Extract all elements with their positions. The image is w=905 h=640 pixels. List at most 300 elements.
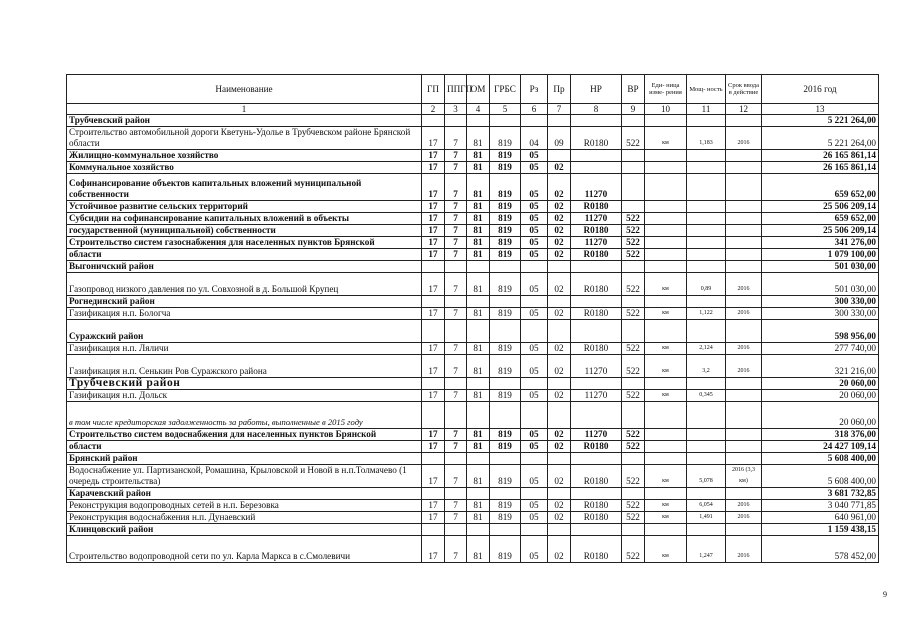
cell-ppgp [445,115,467,127]
table-row [67,308,879,320]
cell-pr [548,261,571,273]
cell-nr [571,150,622,162]
header-vr: ВР [622,75,645,104]
cell-power: 1,122 [687,308,726,320]
header-nr: НР [571,75,622,104]
cell-rz [521,296,548,308]
cell-term [726,429,762,441]
cell-term: 2016 [726,500,762,512]
cell-amount: 640 961,00 [762,512,879,524]
cell-vr: 522 [622,429,645,441]
cell-amount: 501 030,00 [762,273,879,296]
cell-pr: 02 [548,536,571,563]
cell-om: 81 [467,213,490,225]
cell-pr [548,115,571,127]
cell-power [687,225,726,237]
cell-om: 81 [467,390,490,402]
cell-power [687,150,726,162]
header-unit: Еди- ница изме- рения [645,75,687,104]
cell-term [726,261,762,273]
cell-power: 1,247 [687,536,726,563]
cell-unit [645,225,687,237]
cell-om: 81 [467,162,490,174]
cell-gp: 17 [422,355,445,378]
header-gp: ГП [422,75,445,104]
header-year: 2016 год [762,75,879,104]
cell-gp [422,378,445,390]
cell-vr: 522 [622,465,645,488]
cell-pr: 02 [548,465,571,488]
cell-term [726,201,762,213]
cell-ppgp [445,524,467,536]
cell-ppgp [445,296,467,308]
cell-nr [571,402,622,429]
cell-vr: 522 [622,343,645,355]
row-name: государственной (муниципальной) собственности [67,225,422,237]
cell-term: 2016 [726,343,762,355]
cell-om [467,524,490,536]
cell-gp [422,261,445,273]
cell-term: 2016 [726,355,762,378]
cell-ppgp: 7 [445,162,467,174]
table-row [67,115,879,127]
cell-om [467,320,490,343]
table-row [67,296,879,308]
cell-rz: 05 [521,429,548,441]
cell-amount: 1 159 438,15 [762,524,879,536]
cell-ppgp: 7 [445,249,467,261]
cell-vr: 522 [622,213,645,225]
cell-amount: 25 506 209,14 [762,201,879,213]
cell-pr: 02 [548,237,571,249]
cell-amount: 5 608 400,00 [762,453,879,465]
cell-term [726,249,762,261]
table-row [67,201,879,213]
cell-rz: 05 [521,500,548,512]
cell-term [726,441,762,453]
cell-om: 81 [467,201,490,213]
cell-gp: 17 [422,162,445,174]
cell-vr [622,524,645,536]
cell-om [467,488,490,500]
cell-grbs: 819 [490,355,521,378]
row-name: области [67,249,422,261]
cell-vr: 522 [622,237,645,249]
row-name: Трубчевский район [67,115,422,127]
cell-nr: 11270 [571,213,622,225]
cell-pr: 02 [548,441,571,453]
cell-nr: R0180 [571,201,622,213]
cell-pr: 02 [548,201,571,213]
cell-rz [521,378,548,390]
cell-ppgp: 7 [445,201,467,213]
row-name: Рогнединский район [67,296,422,308]
cell-vr: 522 [622,273,645,296]
cell-power [687,174,726,201]
cell-grbs: 819 [490,225,521,237]
cell-om: 81 [467,308,490,320]
cell-power: 1,491 [687,512,726,524]
row-name: Реконструкция водопроводных сетей в н.п. Березовка [67,500,422,512]
cell-term [726,390,762,402]
cell-term [726,115,762,127]
cell-ppgp: 7 [445,536,467,563]
cell-pr: 02 [548,500,571,512]
header-om: ОМ [467,75,490,104]
cell-amount: 3 040 771,85 [762,500,879,512]
cell-power [687,524,726,536]
cell-power [687,261,726,273]
cell-pr: 02 [548,162,571,174]
col-number: 11 [687,104,726,115]
table-row [67,261,879,273]
row-name: Строительство водопроводной сети по ул. Карла Маркса в с.Смолевичи [67,536,422,563]
cell-pr [548,453,571,465]
table-row [67,500,879,512]
cell-unit: км [645,465,687,488]
cell-om: 81 [467,273,490,296]
cell-pr: 02 [548,355,571,378]
cell-gp: 17 [422,225,445,237]
cell-power: 6,054 [687,500,726,512]
cell-ppgp: 7 [445,237,467,249]
cell-pr [548,150,571,162]
cell-ppgp: 7 [445,343,467,355]
cell-om: 81 [467,174,490,201]
table-row [67,320,879,343]
row-name: Выгоничский район [67,261,422,273]
cell-amount: 5 221 264,00 [762,115,879,127]
cell-term [726,320,762,343]
cell-vr [622,320,645,343]
cell-grbs: 819 [490,237,521,249]
cell-rz: 05 [521,308,548,320]
cell-power [687,249,726,261]
cell-grbs [490,453,521,465]
cell-power: 5,078 [687,465,726,488]
row-name: Строительство автомобильной дороги Кветунь-Удолье в Трубчевском районе Брянской области [67,127,422,150]
row-name: в том числе кредиторская задолженность за работы, выполненные в 2015 году [67,402,422,429]
cell-unit [645,453,687,465]
table-row [67,174,879,201]
cell-om: 81 [467,249,490,261]
cell-grbs: 819 [490,429,521,441]
cell-ppgp: 7 [445,390,467,402]
cell-rz [521,115,548,127]
cell-amount: 26 165 861,14 [762,162,879,174]
cell-power: 3,2 [687,355,726,378]
cell-unit [645,524,687,536]
cell-amount: 20 060,00 [762,402,879,429]
table-row [67,237,879,249]
cell-ppgp [445,320,467,343]
cell-vr: 522 [622,512,645,524]
cell-unit: км [645,343,687,355]
budget-table-page [66,74,878,563]
cell-ppgp: 7 [445,500,467,512]
header-term: Срок ввода в действие [726,75,762,104]
cell-grbs [490,402,521,429]
table-row [67,343,879,355]
cell-rz: 05 [521,441,548,453]
cell-rz: 04 [521,127,548,150]
cell-amount: 598 956,00 [762,320,879,343]
row-name: Газопровод низкого давления по ул. Совхозной в д. Большой Крупец [67,273,422,296]
col-number: 4 [467,104,490,115]
col-number: 12 [726,104,762,115]
cell-pr: 02 [548,174,571,201]
cell-vr: 522 [622,225,645,237]
cell-gp [422,524,445,536]
cell-gp: 17 [422,201,445,213]
cell-amount: 659 652,00 [762,174,879,201]
cell-rz: 05 [521,150,548,162]
cell-gp: 17 [422,237,445,249]
cell-amount: 3 681 732,85 [762,488,879,500]
cell-nr: 11270 [571,355,622,378]
row-name: Жилищно-коммунальное хозяйство [67,150,422,162]
cell-ppgp: 7 [445,441,467,453]
row-name: области [67,441,422,453]
cell-term [726,378,762,390]
col-number: 1 [67,104,422,115]
cell-vr [622,150,645,162]
cell-vr [622,402,645,429]
table-row [67,402,879,429]
cell-vr: 522 [622,500,645,512]
cell-power [687,201,726,213]
cell-unit [645,174,687,201]
cell-rz: 05 [521,174,548,201]
cell-nr: R0180 [571,225,622,237]
cell-pr [548,524,571,536]
cell-vr: 522 [622,308,645,320]
cell-rz: 05 [521,213,548,225]
cell-grbs: 819 [490,127,521,150]
cell-vr [622,261,645,273]
cell-rz: 05 [521,249,548,261]
cell-grbs: 819 [490,249,521,261]
cell-vr: 522 [622,355,645,378]
cell-vr [622,162,645,174]
cell-term: 2016 [726,512,762,524]
cell-om [467,402,490,429]
cell-nr [571,488,622,500]
cell-nr [571,115,622,127]
cell-nr: R0180 [571,343,622,355]
row-name: Газификация н.п. Сенькин Ров Суражского района [67,355,422,378]
cell-grbs [490,488,521,500]
row-name: Газификация н.п. Бологча [67,308,422,320]
cell-unit [645,378,687,390]
col-number: 10 [645,104,687,115]
cell-power [687,402,726,429]
table-row [67,512,879,524]
cell-nr [571,296,622,308]
cell-rz [521,261,548,273]
cell-grbs: 819 [490,390,521,402]
cell-amount: 501 030,00 [762,261,879,273]
cell-amount: 20 060,00 [762,390,879,402]
cell-pr: 02 [548,273,571,296]
cell-power [687,213,726,225]
cell-unit: км [645,500,687,512]
cell-om: 81 [467,150,490,162]
cell-gp: 17 [422,150,445,162]
cell-power [687,296,726,308]
cell-gp [422,115,445,127]
cell-vr [622,115,645,127]
cell-om [467,378,490,390]
cell-om: 81 [467,225,490,237]
cell-unit [645,150,687,162]
cell-unit: км [645,308,687,320]
cell-pr: 02 [548,249,571,261]
cell-amount: 300 330,00 [762,296,879,308]
cell-ppgp [445,402,467,429]
cell-ppgp: 7 [445,308,467,320]
cell-rz [521,320,548,343]
cell-grbs: 819 [490,512,521,524]
cell-gp: 17 [422,308,445,320]
cell-amount: 20 060,00 [762,378,879,390]
cell-unit: км [645,390,687,402]
cell-amount: 318 376,00 [762,429,879,441]
table-row [67,429,879,441]
cell-grbs [490,115,521,127]
cell-grbs: 819 [490,536,521,563]
header-name: Наименование [67,75,422,104]
cell-grbs: 819 [490,273,521,296]
cell-om: 81 [467,343,490,355]
col-number: 2 [422,104,445,115]
cell-nr: R0180 [571,465,622,488]
table-row [67,273,879,296]
table-row [67,355,879,378]
cell-pr: 02 [548,343,571,355]
cell-term [726,174,762,201]
cell-pr [548,488,571,500]
cell-unit [645,249,687,261]
cell-gp: 17 [422,249,445,261]
cell-power: 0,89 [687,273,726,296]
cell-rz: 05 [521,225,548,237]
cell-grbs: 819 [490,343,521,355]
cell-amount: 24 427 109,14 [762,441,879,453]
cell-term [726,162,762,174]
cell-gp: 17 [422,127,445,150]
cell-term [726,296,762,308]
cell-term [726,402,762,429]
cell-term [726,488,762,500]
cell-pr: 02 [548,512,571,524]
cell-grbs [490,261,521,273]
cell-vr [622,453,645,465]
cell-nr: R0180 [571,249,622,261]
cell-unit [645,441,687,453]
cell-unit [645,320,687,343]
cell-term: 2016 [726,127,762,150]
cell-amount: 5 608 400,00 [762,465,879,488]
row-name: Софинансирование объектов капитальных вложений муниципальной собственности [67,174,422,201]
cell-grbs [490,320,521,343]
cell-amount: 5 221 264,00 [762,127,879,150]
cell-term [726,524,762,536]
cell-rz: 05 [521,355,548,378]
cell-rz: 05 [521,201,548,213]
cell-power [687,378,726,390]
cell-unit [645,296,687,308]
cell-nr [571,524,622,536]
cell-amount: 321 216,00 [762,355,879,378]
cell-amount: 25 506 209,14 [762,225,879,237]
cell-nr [571,162,622,174]
cell-pr [548,320,571,343]
table-row [67,441,879,453]
cell-ppgp [445,488,467,500]
cell-grbs: 819 [490,150,521,162]
cell-ppgp: 7 [445,127,467,150]
cell-gp: 17 [422,465,445,488]
cell-power [687,237,726,249]
cell-term: 2016 (3,3 км) [726,465,762,488]
cell-unit [645,402,687,429]
table-row [67,150,879,162]
cell-nr: R0180 [571,512,622,524]
row-name: Строительство систем газоснабжения для населенных пунктов Брянской [67,237,422,249]
cell-gp [422,296,445,308]
col-number: 13 [762,104,879,115]
cell-pr: 02 [548,213,571,225]
cell-term: 2016 [726,536,762,563]
cell-unit: км [645,536,687,563]
cell-nr: 11270 [571,174,622,201]
cell-rz: 05 [521,512,548,524]
table-row [67,378,879,390]
cell-ppgp: 7 [445,512,467,524]
table-row [67,249,879,261]
cell-unit [645,488,687,500]
cell-term [726,213,762,225]
cell-amount: 26 165 861,14 [762,150,879,162]
row-name: Строительство систем водоснабжения для населенных пунктов Брянской [67,429,422,441]
cell-power: 0,345 [687,390,726,402]
cell-om: 81 [467,465,490,488]
cell-vr [622,296,645,308]
col-number: 6 [521,104,548,115]
row-name: Субсидии на софинансирование капитальных вложений в объекты [67,213,422,225]
page-number: 9 [883,590,887,599]
cell-unit [645,429,687,441]
cell-pr: 02 [548,429,571,441]
cell-rz: 05 [521,343,548,355]
row-name: Газификация н.п. Дольск [67,390,422,402]
cell-grbs [490,378,521,390]
cell-nr [571,320,622,343]
cell-gp [422,402,445,429]
cell-nr: 11270 [571,237,622,249]
cell-pr [548,402,571,429]
cell-pr: 02 [548,308,571,320]
cell-rz: 05 [521,465,548,488]
cell-vr [622,174,645,201]
cell-rz: 05 [521,162,548,174]
cell-unit [645,162,687,174]
cell-ppgp [445,378,467,390]
col-number: 7 [548,104,571,115]
cell-ppgp: 7 [445,174,467,201]
cell-unit: км [645,273,687,296]
